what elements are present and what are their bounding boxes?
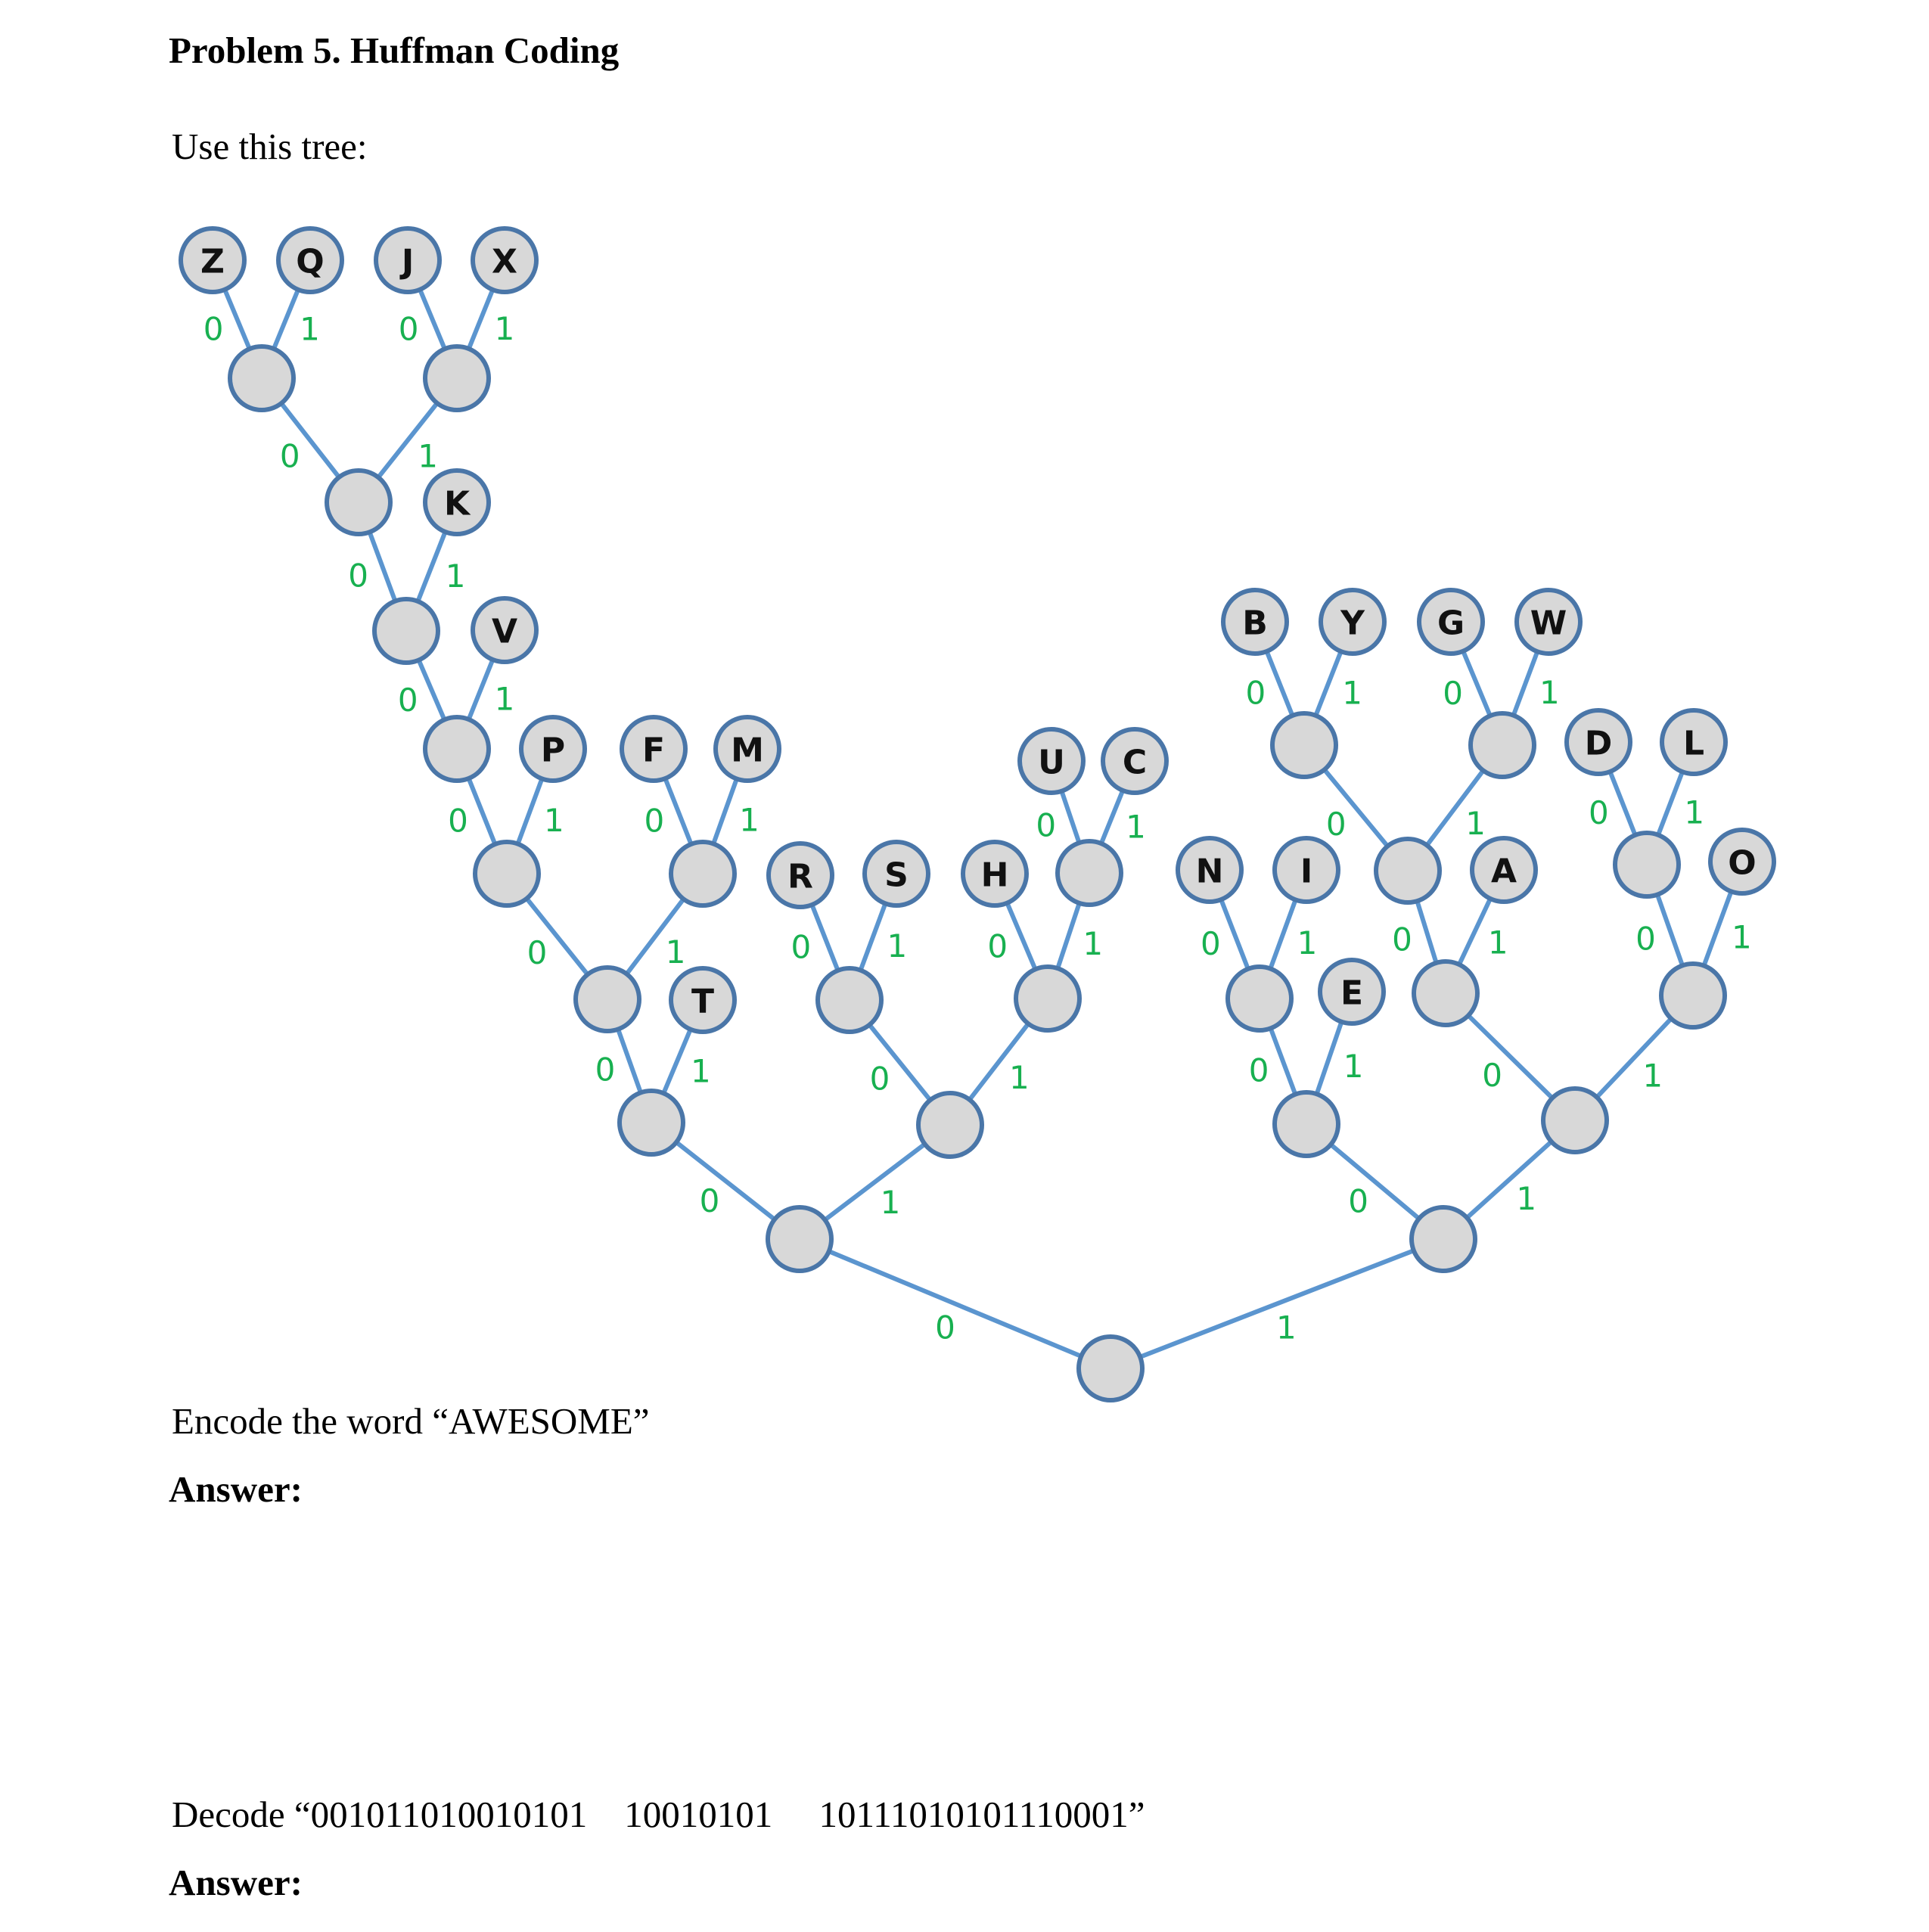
branch-label-1: 1: [739, 801, 759, 839]
branch-label-0: 0: [935, 1309, 955, 1346]
leaf-letter-i: I: [1300, 852, 1313, 891]
branch-label-1: 1: [445, 557, 466, 595]
branch-label-0: 0: [448, 802, 468, 840]
tree-edge: [800, 1239, 1110, 1368]
leaf-letter-a: A: [1490, 852, 1517, 891]
leaf-letter-v: V: [491, 612, 518, 651]
encode-question: Encode the word “AWESOME”: [172, 1400, 650, 1442]
leaf-letter-c: C: [1122, 743, 1148, 782]
branch-label-1: 1: [494, 680, 515, 718]
internal-node: [1079, 1337, 1142, 1400]
branch-label-1: 1: [1732, 918, 1752, 956]
encode-answer-label: Answer:: [169, 1468, 303, 1510]
internal-node: [818, 968, 881, 1032]
leaf-letter-j: J: [401, 242, 415, 281]
leaf-letter-o: O: [1728, 843, 1757, 883]
leaf-letter-u: U: [1038, 743, 1065, 782]
branch-label-1: 1: [1539, 673, 1560, 711]
internal-node: [620, 1091, 683, 1154]
branch-label-0: 0: [397, 681, 418, 719]
branch-label-0: 0: [644, 802, 665, 840]
branch-label-1: 1: [887, 927, 908, 964]
leaf-letter-n: N: [1195, 852, 1224, 891]
branch-label-0: 0: [1635, 920, 1656, 958]
branch-label-0: 0: [1443, 675, 1463, 713]
leaf-letter-q: Q: [296, 242, 325, 281]
leaf-letter-s: S: [884, 856, 909, 895]
branch-label-0: 0: [1248, 1051, 1269, 1089]
internal-node: [475, 842, 539, 905]
internal-node: [1471, 713, 1534, 777]
branch-label-0: 0: [279, 437, 300, 475]
internal-node: [1058, 841, 1121, 905]
branch-label-1: 1: [880, 1184, 901, 1222]
branch-label-0: 0: [1325, 806, 1347, 843]
branch-label-0: 0: [1482, 1056, 1503, 1094]
internal-node: [1412, 1207, 1475, 1271]
internal-node: [425, 717, 489, 781]
branch-label-1: 1: [1297, 924, 1318, 962]
leaf-letter-m: M: [731, 731, 764, 770]
internal-node: [327, 471, 390, 534]
branch-label-1: 1: [1275, 1309, 1297, 1346]
leaf-letter-z: Z: [200, 242, 225, 281]
leaf-letter-g: G: [1437, 604, 1465, 643]
internal-node: [1414, 961, 1477, 1025]
intro-text: Use this tree:: [172, 126, 368, 167]
internal-node: [1661, 964, 1725, 1027]
branch-label-0: 0: [791, 928, 812, 966]
branch-label-0: 0: [1589, 794, 1609, 831]
branch-label-0: 0: [527, 933, 548, 971]
decode-answer-label: Answer:: [169, 1862, 303, 1903]
branch-label-1: 1: [665, 933, 686, 971]
branch-label-1: 1: [1684, 794, 1705, 831]
branch-label-0: 0: [398, 310, 419, 348]
branch-label-0: 0: [1392, 921, 1412, 958]
tree-edge: [1110, 1239, 1443, 1368]
branch-label-1: 1: [494, 310, 515, 348]
branch-label-0: 0: [869, 1060, 890, 1098]
internal-node: [1016, 967, 1079, 1030]
branch-label-0: 0: [1245, 674, 1266, 712]
decode-question: Decode “001011010010101 10010101 10111010101110001”: [172, 1794, 1145, 1835]
leaf-letter-e: E: [1340, 974, 1364, 1013]
branch-label-0: 0: [1036, 806, 1057, 844]
leaf-letter-y: Y: [1340, 604, 1365, 643]
internal-node: [1376, 839, 1440, 902]
leaf-letter-d: D: [1584, 724, 1613, 763]
internal-node: [1228, 967, 1291, 1030]
leaf-letter-p: P: [540, 731, 566, 770]
internal-node: [230, 346, 294, 410]
leaf-letter-h: H: [980, 856, 1009, 895]
internal-node: [1275, 1092, 1338, 1156]
branch-label-1: 1: [1516, 1180, 1537, 1218]
branch-label-1: 1: [1083, 925, 1104, 963]
branch-label-1: 1: [1009, 1058, 1030, 1096]
problem-title: Problem 5. Huffman Coding: [169, 30, 620, 71]
leaf-letter-b: B: [1242, 604, 1268, 643]
branch-label-1: 1: [1126, 808, 1146, 846]
branch-label-1: 1: [1465, 804, 1486, 842]
branch-label-0: 0: [987, 927, 1008, 965]
branch-label-1: 1: [544, 801, 564, 839]
internal-node: [768, 1207, 831, 1271]
leaf-letter-l: L: [1682, 724, 1705, 763]
branch-label-1: 1: [1487, 924, 1508, 961]
internal-node: [1615, 833, 1679, 896]
branch-label-0: 0: [1348, 1182, 1369, 1220]
internal-node: [671, 842, 735, 905]
leaf-letter-x: X: [492, 242, 517, 281]
branch-label-1: 1: [300, 310, 320, 348]
internal-node: [918, 1093, 982, 1157]
internal-node: [576, 968, 639, 1031]
leaf-letter-w: W: [1530, 604, 1567, 643]
leaf-letter-k: K: [443, 484, 471, 523]
branch-label-1: 1: [1343, 1048, 1364, 1086]
internal-node: [1543, 1089, 1607, 1152]
branch-label-0: 0: [1200, 924, 1221, 962]
branch-label-1: 1: [418, 437, 439, 475]
branch-label-0: 0: [348, 557, 368, 595]
branch-label-1: 1: [690, 1052, 711, 1090]
branch-label-1: 1: [1642, 1057, 1663, 1095]
internal-node: [1272, 713, 1336, 777]
branch-label-1: 1: [1342, 674, 1363, 712]
internal-node: [425, 346, 489, 410]
branch-label-0: 0: [203, 310, 224, 348]
leaf-letter-r: R: [787, 857, 813, 896]
internal-node: [374, 599, 438, 663]
branch-label-0: 0: [595, 1051, 616, 1089]
branch-label-0: 0: [699, 1182, 720, 1220]
leaf-letter-f: F: [641, 731, 666, 770]
leaf-letter-t: T: [691, 982, 715, 1021]
